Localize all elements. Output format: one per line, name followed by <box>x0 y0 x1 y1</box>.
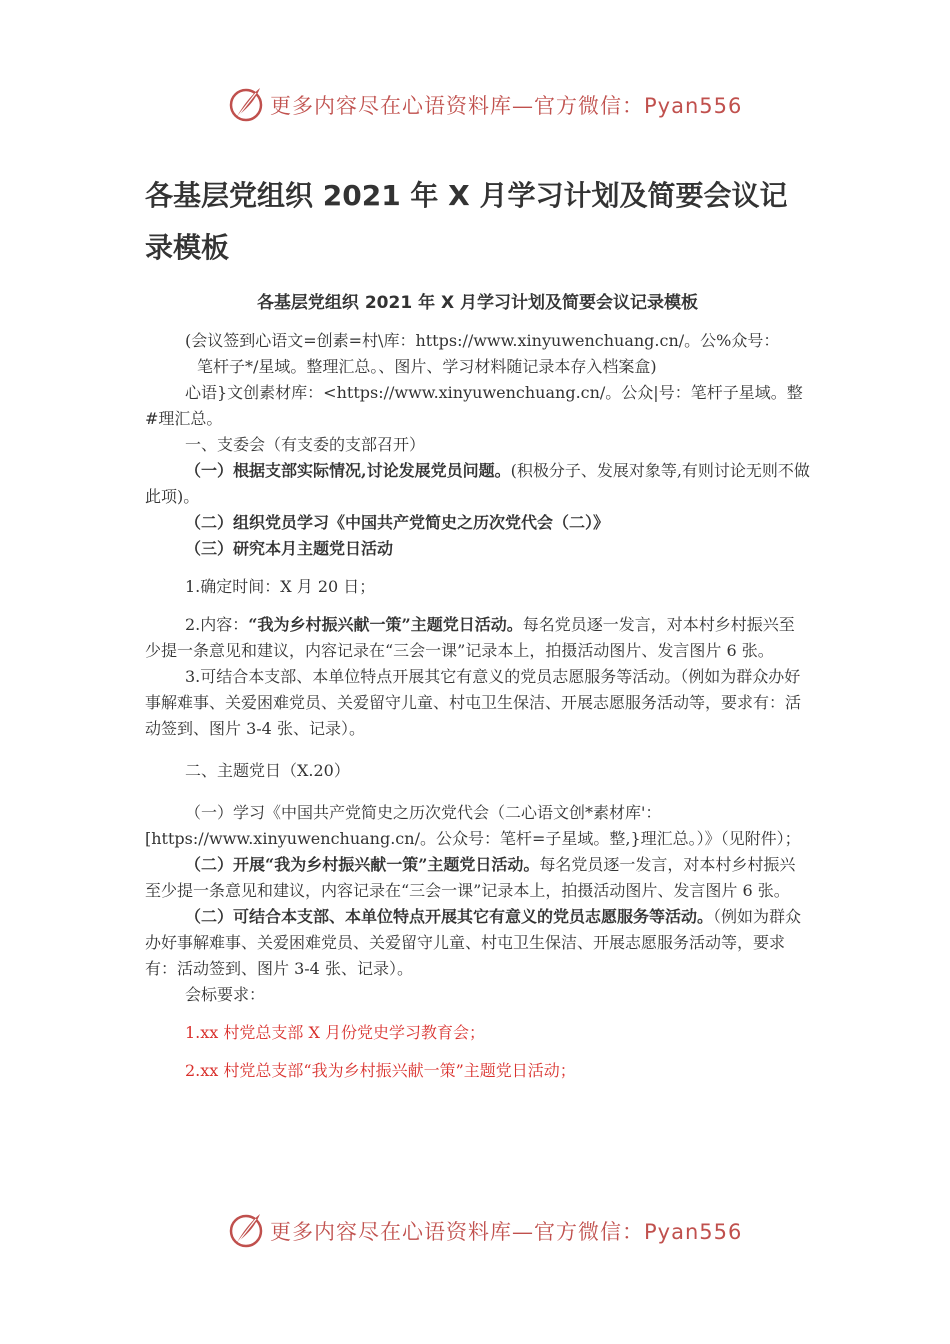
requirement-1: 1.xx 村党总支部 X 月份党史学习教育会； <box>185 1023 485 1042</box>
footer-watermark-banner <box>0 1208 950 1252</box>
section-1-item-2: （二）组织党员学习《中国共产党简史之历次党代会（二）》 <box>185 513 610 532</box>
feather-quill-logo-icon <box>226 1210 266 1250</box>
requirement-2: 2.xx 村党总支部“我为乡村振兴献一策”主题党日活动； <box>185 1061 576 1080</box>
document-title: 各基层党组织 2021 年 X 月学习计划及简要会议记录模板 <box>145 179 788 264</box>
section-1-heading: 一、支委会（有支委的支部召开） <box>185 435 426 454</box>
section-1-item-1: （一）根据支部实际情况,讨论发展党员问题。(积极分子、发展对象等,有则讨论无则不做此项)。 <box>145 461 810 506</box>
paragraph-note-2: 心语}文创素材库：<https://www.xinyuwenchuang.cn/。公众|号：笔杆子星域。整#理汇总。 <box>145 383 803 428</box>
wechat-id: Pyan556 <box>644 94 743 118</box>
paragraph-note-1: (会议签到心语文=创素=村\库：https://www.xinyuwenchuang.cn/。公%众号： <box>185 331 780 350</box>
list-item-content: 2.内容：“我为乡村振兴献一策”主题党日活动。每名党员逐一发言，对本村乡村振兴至少提一条意见和建议，内容记录在“三会一课”记录本上，拍摄活动图片、发言图片 6 张。 <box>145 615 795 660</box>
section-1-item-3: （三）研究本月主题党日活动 <box>185 539 394 558</box>
feather-quill-logo-icon <box>226 84 266 124</box>
section-2-item-2: （二）开展“我为乡村振兴献一策”主题党日活动。每名党员逐一发言，对本村乡村振兴至少提一条意见和建议，内容记录在“三会一课”记录本上，拍摄活动图片、发言图片 6 张。 <box>145 855 796 900</box>
header-watermark-banner <box>0 82 950 126</box>
sub-title: 各基层党组织 2021 年 X 月学习计划及简要会议记录模板 <box>256 293 699 313</box>
document-body <box>145 290 810 1084</box>
wechat-id: Pyan556 <box>644 1220 743 1244</box>
requirements-label: 会标要求： <box>185 985 266 1004</box>
paragraph-note-1-cont: 笔杆子*/星域。整理汇总。、图片、学习材料随记录本存入档案盒) <box>197 357 657 376</box>
list-item-time: 1.确定时间：X 月 20 日； <box>185 577 376 596</box>
banner-text: 更多内容尽在心语资料库—官方微信：Pyan556 <box>270 1220 743 1244</box>
section-2-item-3: （二）可结合本支部、本单位特点开展其它有意义的党员志愿服务等活动。（例如为群众办好事解难事、关爱困难党员、关爱留守儿童、村屯卫生保洁、开展志愿服务活动等，要求有：活动签到、图片 3-4 张、记录）。 <box>145 907 802 978</box>
section-2-item-1: （一）学习《中国共产党简史之历次党代会（二心语文创*素材库'：[https://www.xinyuwenchuang.cn/。公众号：笔杆=子星域。整,}理汇总。）》（见附件）； <box>145 803 801 848</box>
list-item-volunteer: 3.可结合本支部、本单位特点开展其它有意义的党员志愿服务等活动。（例如为群众办好事解难事、关爱困难党员、关爱留守儿童、村屯卫生保洁、开展志愿服务活动等，要求有：活动签到、图片 3-4 张、记录）。 <box>145 667 802 738</box>
section-2-heading: 二、主题党日（X.20） <box>185 761 350 780</box>
banner-text: 更多内容尽在心语资料库—官方微信：Pyan556 <box>270 94 743 118</box>
